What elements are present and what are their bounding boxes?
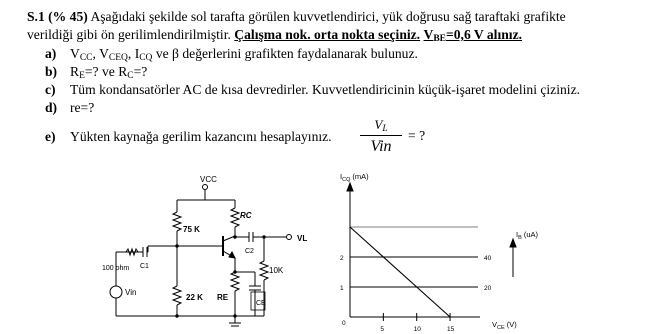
fraction-rhs: = ? <box>408 128 426 143</box>
item-c-text: Tüm kondansatörler AC de kısa devredirler. Kuvvetlendiricinin küçük-işaret modelini çiziniz. <box>70 82 580 97</box>
r2-label: 22 K <box>186 293 203 302</box>
item-e-text: Yükten kaynağa gerilim kazancını hesaplayınız. <box>70 129 332 144</box>
load-line <box>350 227 450 317</box>
load-line-chart <box>330 165 560 334</box>
vl-terminal-icon <box>287 235 292 240</box>
fraction-bar <box>360 135 402 136</box>
vbe-note: $V_{BE}=0,6$ V alınız. <box>423 27 522 44</box>
x-axis-label: $V_{CE}$ (V) <box>492 320 517 331</box>
x-tick-label-15: 15 <box>447 326 455 333</box>
y-tick-label-1: 1 <box>340 285 344 292</box>
vcc-label: VCC <box>200 175 217 184</box>
ib-curve-label-40: 40 <box>484 255 492 262</box>
vl-label: VL <box>297 234 308 243</box>
fraction-numerator: $V_L$ <box>374 117 388 134</box>
vin-label: Vin <box>125 288 137 297</box>
item-c-label: c) <box>45 82 56 97</box>
question-intro-2: verildiği gibi ön gerilimlendirilmiştir. <box>27 27 231 42</box>
r1-resistor-icon <box>173 212 181 231</box>
rs-label: 100 ohm <box>102 265 130 272</box>
y-tick-label-2: 2 <box>340 255 344 262</box>
ib-curve-label-20: 20 <box>484 285 492 292</box>
r1-label: 75 K <box>183 225 200 234</box>
vin-source-icon <box>110 286 122 298</box>
item-b-text: $R_E=$? ve $R_C=$? <box>70 64 148 81</box>
item-b-label: b) <box>45 64 58 79</box>
x-tick-label-10: 10 <box>413 326 421 333</box>
question-intro: Aşağıdaki şekilde sol tarafta görülen kuvvetlendirici, yük doğrusu sağ taraftaki grafikte <box>90 9 566 24</box>
c1-label: C1 <box>140 263 149 270</box>
re-label: RE <box>217 293 229 302</box>
x-tick-label-5: 5 <box>380 326 384 333</box>
ce-label: CE <box>256 300 266 307</box>
rc-resistor-icon <box>231 208 239 227</box>
question-title: S.1 (% 45) <box>27 9 88 24</box>
r2-resistor-icon <box>173 286 181 305</box>
y-axis-arrow-icon <box>347 183 353 191</box>
item-d-text: re=? <box>70 100 95 115</box>
re-resistor-icon <box>231 272 239 291</box>
question-note: Çalışma nok. orta nokta seçiniz. <box>234 27 421 42</box>
item-e-label: e) <box>45 129 56 144</box>
rl-label: 10K <box>269 266 284 275</box>
rl-resistor-icon <box>260 261 268 280</box>
origin-label: 0 <box>342 320 346 327</box>
item-d-label: d) <box>45 100 58 115</box>
rc-label: RC <box>240 211 252 220</box>
ib-label: $I_B$ (uA) <box>516 230 539 241</box>
vcc-terminal-icon <box>203 185 208 190</box>
item-a-label: a) <box>45 46 57 61</box>
c2-label: C2 <box>245 248 254 255</box>
y-axis-label: $I_{CQ}$ (mA) <box>340 172 369 183</box>
fraction-denominator: Vin <box>370 138 392 155</box>
gain-fraction <box>360 117 402 156</box>
item-a-text: $V_{CC}$, $V_{CEQ}$, $I_{CQ}$ ve β değerlerini grafikten faydalanarak bulunuz. <box>70 46 418 63</box>
